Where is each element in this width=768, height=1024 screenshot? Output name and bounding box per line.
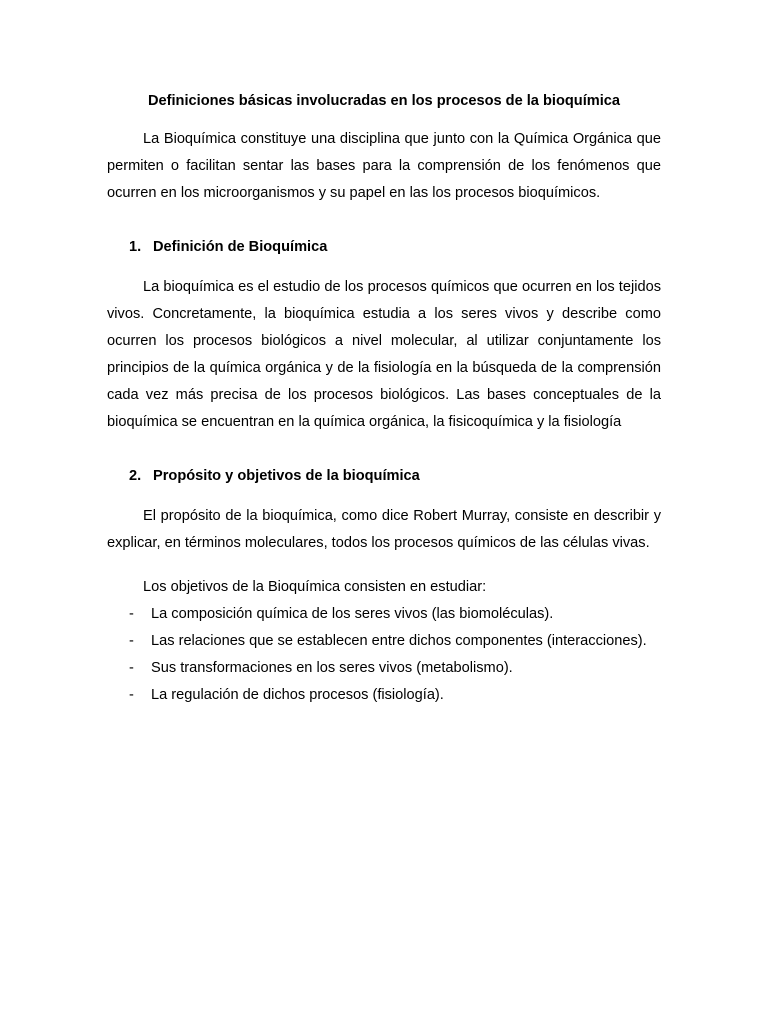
list-item <box>107 628 661 655</box>
list-item-text: Las relaciones que se establecen entre dichos componentes (interacciones). <box>151 633 647 649</box>
objectives-intro: Los objetivos de la Bioquímica consisten en estudiar: <box>143 579 487 595</box>
purpose-paragraph: El propósito de la bioquímica, como dice Robert Murray, consiste en describir y explicar, en términos moleculares, todos los procesos químicos de las células vivas. <box>107 508 661 551</box>
section-heading-text: Propósito y objetivos de la bioquímica <box>153 468 420 484</box>
list-item-text: La composición química de los seres vivos (las biomoléculas). <box>151 606 554 622</box>
list-bullet: - <box>129 687 134 703</box>
list-item-text: Sus transformaciones en los seres vivos (metabolismo). <box>151 660 513 676</box>
definition-paragraph: La bioquímica es el estudio de los procesos químicos que ocurren en los tejidos vivos. Concretamente, la bioquímica estudia a los seres vivos y describe como ocurren los procesos biológicos a nivel molecular, al utilizar conjuntamente los principios de la química orgánica y de la fisiología en la búsqueda de la comprensión cada vez más precisa de los procesos biológicos. Las bases conceptuales de la bioquímica se encuentran en la química orgánica, la fisicoquímica y la fisiología <box>107 279 661 430</box>
section-number: 1. <box>129 239 142 255</box>
objectives-list <box>107 601 661 709</box>
section-heading-proposito <box>107 463 661 490</box>
list-item <box>107 682 661 709</box>
list-item <box>107 655 661 682</box>
intro-paragraph: La Bioquímica constituye una disciplina que junto con la Química Orgánica que permiten o facilitan sentar las bases para la comprensión de los fenómenos que ocurren en los microorganismos y su papel en las los procesos bioquímicos. <box>107 131 661 201</box>
list-item-text: La regulación de dichos procesos (fisiología). <box>151 687 444 703</box>
list-item <box>107 601 661 628</box>
list-bullet: - <box>129 660 134 676</box>
section-number: 2. <box>129 468 142 484</box>
section-heading-text: Definición de Bioquímica <box>153 239 328 255</box>
section-heading-definicion <box>107 234 661 261</box>
document-title: Definiciones básicas involucradas en los procesos de la bioquímica <box>147 93 621 109</box>
list-bullet: - <box>129 633 134 649</box>
list-bullet: - <box>129 606 134 622</box>
document-body <box>107 90 661 709</box>
